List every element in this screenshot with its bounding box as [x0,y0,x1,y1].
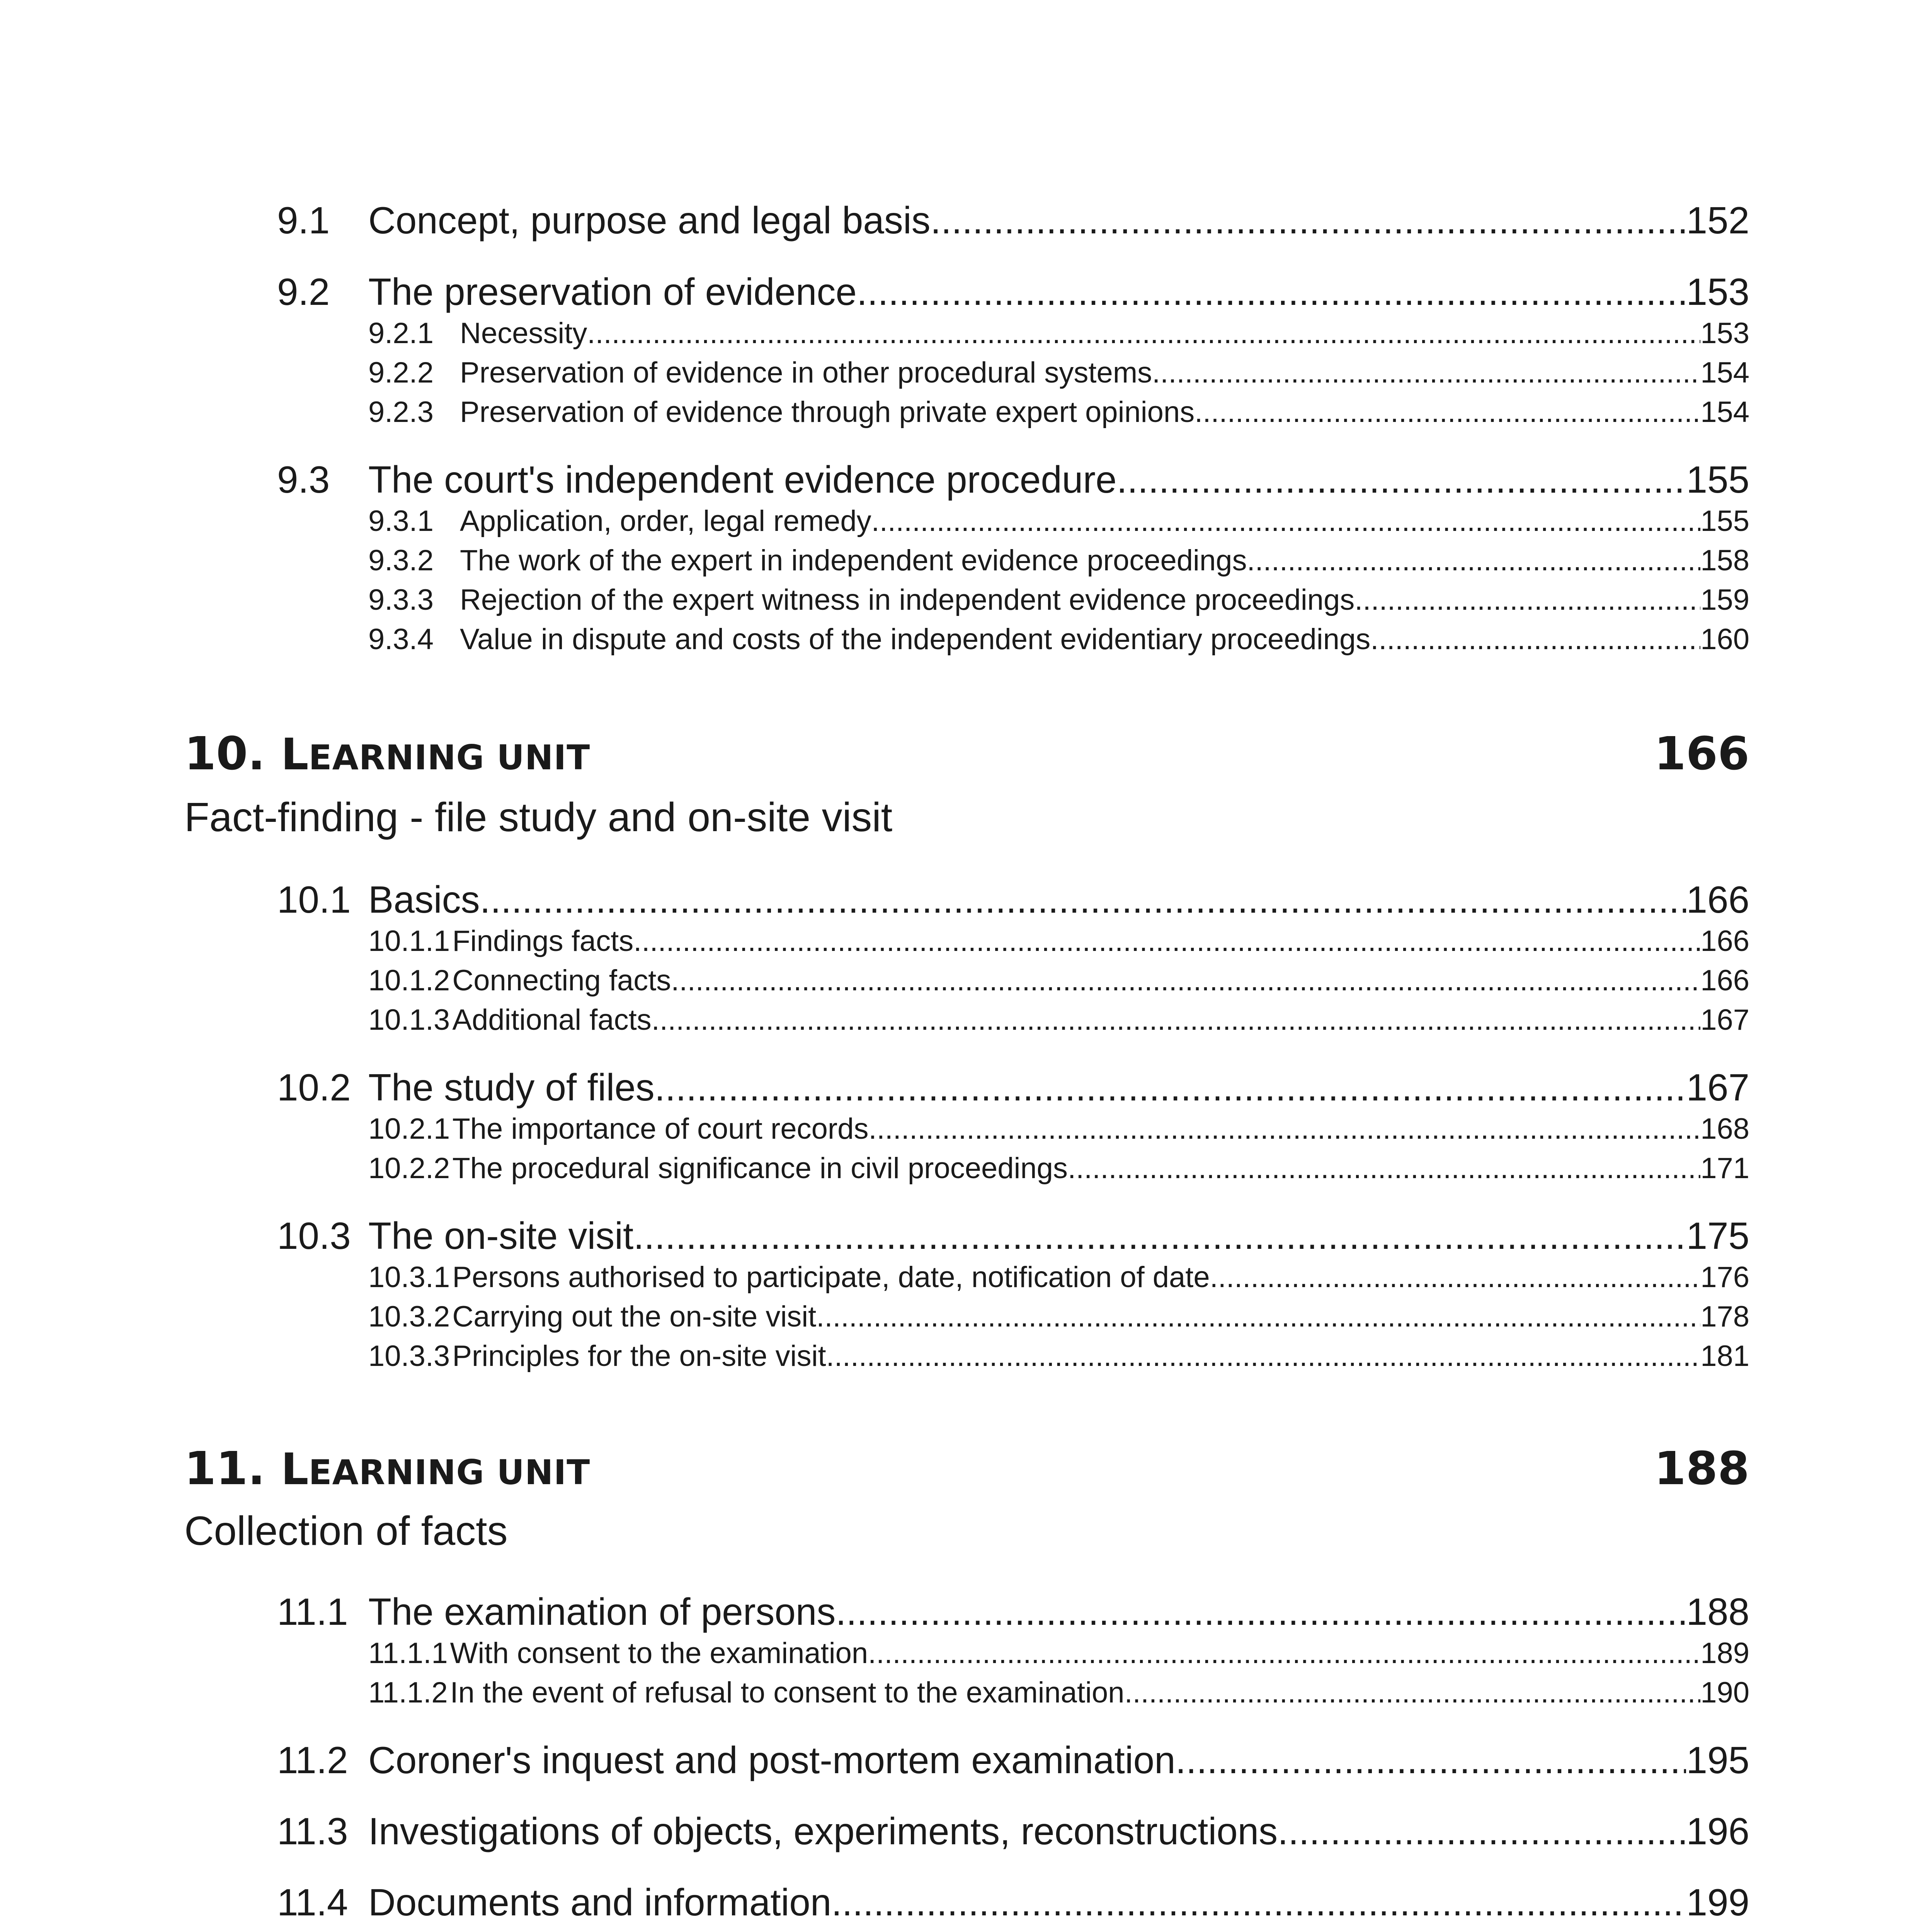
entry-number: 10.3.1 [368,1261,450,1294]
toc-entry-10-1-1[interactable] [368,922,1749,961]
learning-unit-11-heading[interactable] [184,1439,1749,1497]
entry-page: 153 [1700,317,1749,350]
dot-leader [587,314,1700,353]
dot-leader [480,874,1686,925]
entry-page: 153 [1686,270,1749,313]
dot-leader [633,1211,1686,1261]
entry-title: With consent to the examination [450,1637,868,1670]
unit-page: 166 [1654,727,1749,780]
entry-title: The importance of court records [452,1112,869,1145]
toc-entry-9-3-1[interactable] [368,502,1749,541]
entry-title: The court's independent evidence procedure [368,458,1117,501]
entry-title: Concept, purpose and legal basis [368,199,931,242]
entry-page: 181 [1700,1340,1749,1372]
entry-title: In the event of refusal to consent to the examination [450,1676,1125,1709]
toc-entry-10-3-1[interactable] [368,1258,1749,1297]
toc-entry-10-2[interactable] [277,1062,1749,1112]
entry-page: 168 [1700,1112,1749,1145]
entry-title: The work of the expert in independent evidence proceedings [460,544,1247,577]
entry-page: 166 [1700,925,1749,957]
entry-number: 9.2.3 [368,396,434,429]
entry-page: 159 [1700,583,1749,616]
entry-title: Coroner's inquest and post-mortem examination [368,1739,1176,1781]
dot-leader [1116,454,1686,505]
dot-leader [1278,1806,1686,1856]
entry-number: 10.3 [277,1214,351,1257]
toc-entry-10-2-2[interactable] [368,1149,1749,1188]
toc-entry-9-3-2[interactable] [368,541,1749,580]
toc-entry-9-3[interactable] [277,454,1749,505]
entry-number: 9.2.1 [368,317,434,350]
toc-entry-11-1-2[interactable] [368,1673,1749,1713]
entry-title: Value in dispute and costs of the independent evidentiary proceedings [460,623,1371,656]
toc-entry-10-3-3[interactable] [368,1337,1749,1376]
dot-leader [871,502,1701,541]
toc-entry-9-1[interactable] [277,195,1749,245]
toc-entry-10-2-1[interactable] [368,1109,1749,1149]
unit-title: 11. LEARNING UNIT [184,1442,590,1495]
entry-page: 152 [1686,199,1749,242]
entry-number: 11.3 [277,1810,348,1852]
entry-number: 9.2 [277,270,330,313]
entry-number: 9.3.2 [368,544,434,577]
dot-leader [1247,541,1700,580]
entry-number: 11.1.2 [368,1676,448,1709]
dot-leader [846,1587,1686,1637]
entry-title: Necessity [460,317,587,350]
entry-number: 11.2 [277,1739,348,1781]
entry-page: 166 [1686,878,1749,921]
toc-entry-10-3-2[interactable] [368,1297,1749,1337]
entry-number: 9.3.3 [368,583,434,616]
entry-title: The examination of persons. [368,1590,846,1633]
toc-entry-9-2-3[interactable] [368,393,1749,432]
entry-page: 176 [1700,1261,1749,1294]
dot-leader [831,1877,1686,1927]
toc-entry-10-3[interactable] [277,1211,1749,1261]
entry-page: 167 [1686,1066,1749,1109]
entry-page: 188 [1686,1590,1749,1633]
entry-number: 10.1 [277,878,351,921]
dot-leader [1176,1735,1686,1785]
entry-number: 11.4 [277,1881,348,1923]
entry-title: Application, order, legal remedy [460,505,871,537]
dot-leader [1195,393,1700,432]
dot-leader [655,1062,1686,1112]
entry-number: 10.2 [277,1066,351,1109]
entry-number: 10.2.1 [368,1112,450,1145]
entry-number: 10.1.2 [368,964,450,997]
entry-title: The study of files [368,1066,655,1109]
toc-entry-11-1[interactable] [277,1587,1749,1637]
entry-page: 190 [1700,1676,1749,1709]
entry-number: 9.3.4 [368,623,434,656]
entry-page: 196 [1686,1810,1749,1852]
dot-leader [652,1000,1700,1040]
entry-number: 10.1.3 [368,1003,450,1036]
entry-number: 10.3.2 [368,1300,450,1333]
entry-page: 178 [1700,1300,1749,1333]
entry-title: The on-site visit [368,1214,634,1257]
toc-entry-11-4[interactable] [277,1877,1749,1927]
toc-entry-11-3[interactable] [277,1806,1749,1856]
learning-unit-10-subtitle: Fact-finding - file study and on-site visit [184,794,893,840]
entry-page: 154 [1700,356,1749,389]
dot-leader [1125,1673,1701,1713]
entry-title: Preservation of evidence in other procedural systems [460,356,1152,389]
entry-number: 9.1 [277,199,330,242]
entry-number: 9.2.2 [368,356,434,389]
entry-page: 189 [1700,1637,1749,1670]
entry-page: 175 [1686,1214,1749,1257]
learning-unit-10-heading[interactable] [184,724,1749,782]
entry-number: 11.1.1 [368,1637,448,1670]
entry-title: Persons authorised to participate, date, notification of date [452,1261,1210,1294]
entry-page: 158 [1700,544,1749,577]
entry-page: 166 [1700,964,1749,997]
entry-title: Connecting facts [452,964,671,997]
dot-leader [826,1337,1701,1376]
entry-page: 171 [1700,1152,1749,1185]
entry-title: Basics [368,878,480,921]
dot-leader [857,267,1686,317]
toc-entry-9-2-2[interactable] [368,353,1749,393]
entry-title: Additional facts [452,1003,652,1036]
entry-page: 195 [1686,1739,1749,1781]
entry-number: 10.1.1 [368,925,450,957]
dot-leader [671,961,1700,1000]
toc-entry-9-2[interactable] [277,267,1749,317]
dot-leader [931,195,1686,245]
dot-leader [816,1297,1700,1337]
entry-page: 199 [1686,1881,1749,1923]
toc-entry-9-3-4[interactable] [368,620,1749,659]
dot-leader [1210,1258,1701,1297]
toc-entry-11-1-1[interactable] [368,1634,1749,1673]
learning-unit-11-subtitle: Collection of facts [184,1508,508,1554]
entry-number: 10.3.3 [368,1340,450,1372]
entry-title: Investigations of objects, experiments, reconstructions [368,1810,1278,1852]
dot-leader [868,1109,1700,1149]
entry-number: 10.2.2 [368,1152,450,1185]
toc-entry-9-2-1[interactable] [368,314,1749,353]
entry-title: Findings facts [452,925,634,957]
unit-title: 10. LEARNING UNIT [184,727,590,780]
toc-entry-10-1-3[interactable] [368,1000,1749,1040]
entry-page: 155 [1700,505,1749,537]
entry-title: The procedural significance in civil proceedings [452,1152,1068,1185]
entry-page: 160 [1700,623,1749,656]
dot-leader [633,922,1700,961]
entry-title: Documents and information [368,1881,832,1923]
toc-entry-10-1-2[interactable] [368,961,1749,1000]
unit-page: 188 [1654,1442,1749,1495]
toc-entry-9-3-3[interactable] [368,580,1749,620]
entry-page: 155 [1686,458,1749,501]
entry-title: The preservation of evidence [368,270,857,313]
entry-number: 11.1 [277,1590,348,1633]
entry-page: 154 [1700,396,1749,429]
dot-leader [868,1634,1700,1673]
toc-entry-10-1[interactable] [277,874,1749,925]
entry-title: Rejection of the expert witness in independent evidence proceedings [460,583,1355,616]
entry-title: Preservation of evidence through private expert opinions [460,396,1195,429]
entry-number: 9.3 [277,458,330,501]
dot-leader [1354,580,1700,620]
entry-title: Carrying out the on-site visit [452,1300,817,1333]
dot-leader [1370,620,1700,659]
entry-title: Principles for the on-site visit [452,1340,826,1372]
entry-page: 167 [1700,1003,1749,1036]
toc-entry-11-2[interactable] [277,1735,1749,1785]
dot-leader [1152,353,1700,393]
entry-number: 9.3.1 [368,505,434,537]
dot-leader [1068,1149,1700,1188]
